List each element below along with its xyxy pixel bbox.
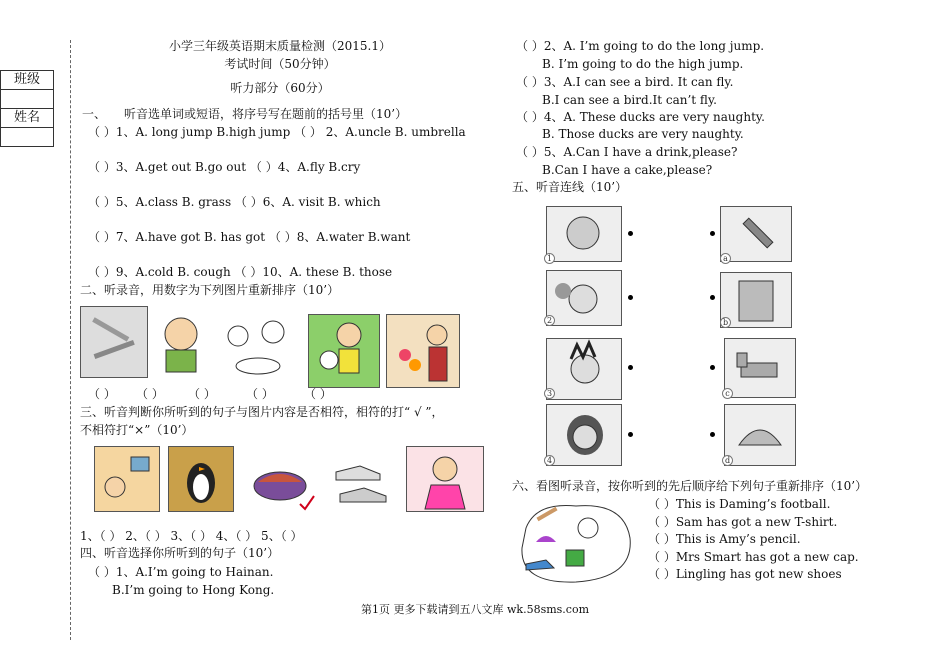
penguin-image [168, 446, 234, 512]
s1-row: （ ）1、A. long jump B.high jump （ ） 2、A.uncle B. umbrella [88, 125, 466, 139]
exam-time: 考试时间（50分钟） [224, 57, 336, 71]
s5-heading: 五、听音连线（10’） [512, 180, 628, 194]
football-boy-image [308, 314, 380, 388]
match-boy-earmuffs-image [546, 270, 622, 326]
match-horse-image [724, 338, 796, 398]
exam-title: 小学三年级英语期末质量检测（2015.1） [169, 39, 391, 53]
girl-image [406, 446, 484, 512]
match-dot-left[interactable] [628, 295, 633, 300]
match-num: 2 [544, 315, 555, 326]
student-info-table [0, 70, 54, 147]
s6-item: （ ）Lingling has got new shoes [648, 567, 842, 581]
s1-row: （ ）5、A.class B. grass （ ）6、A. visit B. which [88, 195, 381, 209]
page-footer: 第1页 更多下载请到五八文库 wk.58sms.com [361, 603, 589, 616]
shoes-image [330, 452, 394, 508]
s1-heading: 一、 听音选单词或短语，将序号写在题前的括号里（10’） [82, 107, 408, 121]
s1-row: （ ）3、A.get out B.go out （ ）4、A.fly B.cry [88, 160, 361, 174]
match-letter: a [720, 253, 731, 264]
match-book-image [720, 272, 792, 328]
s2-blank[interactable]: （ ） [136, 387, 164, 401]
match-dot-right[interactable] [710, 365, 715, 370]
family-dinner-image [218, 316, 300, 382]
s4-item-a: （ ）4、A. These ducks are very naughty. [516, 110, 765, 124]
s1-row: （ ）9、A.cold B. cough （ ）10、A. these B. those [88, 265, 393, 279]
boy-scene-image [94, 446, 160, 512]
match-num: 3 [544, 388, 555, 399]
s6-item: （ ）This is Daming’s football. [648, 497, 831, 511]
s2-blank[interactable]: （ ） [246, 387, 274, 401]
match-letter: d [722, 455, 733, 466]
s4-item-a: （ ）1、A.I’m going to Hainan. [88, 565, 274, 579]
match-girl-image [546, 404, 622, 466]
s4-item-b: B.I can see a bird.It can’t fly. [542, 93, 717, 107]
match-letter: c [722, 388, 733, 399]
name-blank [1, 128, 53, 146]
match-dot-left[interactable] [628, 231, 633, 236]
s2-blank[interactable]: （ ） [304, 387, 332, 401]
noodles-image [244, 456, 322, 512]
match-dot-right[interactable] [710, 295, 715, 300]
items-cloud-image [516, 498, 634, 586]
s4-item-a: （ ）5、A.Can I have a drink,please? [516, 145, 738, 159]
grandpa-flowers-image [386, 314, 460, 388]
s4-item-b: B.I’m going to Hong Kong. [112, 583, 275, 597]
sick-boy-image [148, 306, 214, 376]
match-spiky-boy-image [546, 338, 622, 400]
listening-part: 听力部分（60分） [230, 81, 330, 95]
s6-item: （ ）Mrs Smart has got a new cap. [648, 550, 859, 564]
class-blank [1, 90, 53, 109]
s4-item-b: B. Those ducks are very naughty. [542, 127, 744, 141]
match-num: 1 [544, 253, 555, 264]
s4-item-b: B.Can I have a cake,please? [542, 163, 713, 177]
s4-heading: 四、听音选择你所听到的句子（10’） [80, 546, 280, 560]
s1-row: （ ）7、A.have got B. has got （ ）8、A.water B.want [88, 230, 411, 244]
match-pen-image [720, 206, 792, 262]
s6-heading: 六、看图听录音，按你听到的先后顺序给下列句子重新排序（10’） [512, 479, 868, 493]
match-letter: b [720, 317, 731, 328]
s2-blank[interactable]: （ ） [188, 387, 216, 401]
knife-fork-image [80, 306, 148, 378]
s6-item: （ ）Sam has got a new T-shirt. [648, 515, 838, 529]
s4-item-a: （ ）3、A.I can see a bird. It can fly. [516, 75, 734, 89]
s3-answers[interactable]: 1、（ ） 2、（ ） 3、（ ） 4、（ ） 5、（ ） [80, 529, 303, 543]
s4-item-a: （ ）2、A. I’m going to do the long jump. [516, 39, 765, 53]
s3-heading: 三、听音判断你所听到的句子与图片内容是否相符，相符的打“ √ ”， [80, 405, 444, 419]
s2-blank[interactable]: （ ） [88, 387, 116, 401]
match-bald-boy-image [546, 206, 622, 262]
match-dot-left[interactable] [628, 432, 633, 437]
match-dot-right[interactable] [710, 432, 715, 437]
s3-heading-2: 不相符打“×”（10’） [80, 423, 194, 437]
match-dot-left[interactable] [628, 365, 633, 370]
s6-item: （ ）This is Amy’s pencil. [648, 532, 801, 546]
name-label: 姓名 [1, 109, 53, 128]
match-num: 4 [544, 455, 555, 466]
match-bag-image [724, 404, 796, 466]
s2-heading: 二、听录音，用数字为下列图片重新排序（10’） [80, 283, 340, 297]
s4-item-b: B. I’m going to do the high jump. [542, 57, 744, 71]
match-dot-right[interactable] [710, 231, 715, 236]
class-label: 班级 [1, 71, 53, 90]
binding-rule [70, 40, 72, 640]
